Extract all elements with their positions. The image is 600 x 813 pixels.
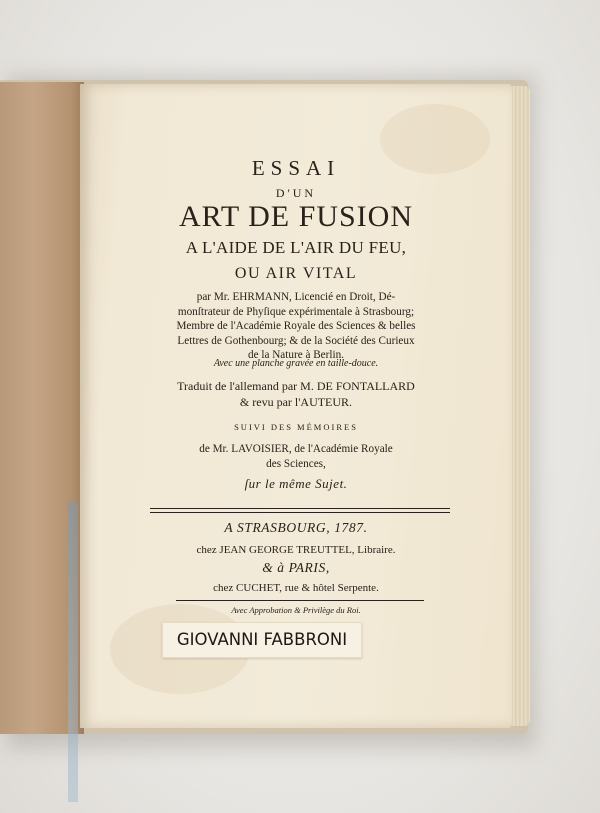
imprint-city-strasbourg: A STRASBOURG, 1787. <box>224 520 368 535</box>
double-rule <box>150 508 450 513</box>
suivi-heading: SUIVI DES MÉMOIRES <box>234 422 358 432</box>
lavoisier-credit <box>80 442 512 472</box>
sujet-line: ſur le même Sujet. <box>244 476 348 491</box>
imprint-city-paris: & à PARIS, <box>262 560 330 575</box>
lavoisier-line: de Mr. LAVOISIER, de l'Académie Royale <box>199 443 393 455</box>
author-line: Lettres de Gothenbourg; & de la Société des Curieux <box>177 334 415 347</box>
thin-rule <box>176 600 424 601</box>
title-essai: ESSAI <box>251 156 341 180</box>
translation-credit <box>80 378 512 410</box>
planche-note: Avec une planche gravée en taille-douce. <box>213 358 379 369</box>
lavoisier-line: des Sciences, <box>266 458 326 470</box>
imprint-publisher-cuchet: chez CUCHET, rue & hôtel Serpente. <box>213 582 379 594</box>
title-aide: A L'AIDE DE L'AIR DU FEU, <box>185 238 407 257</box>
approbation-line: Avec Approbation & Privilège du Roi. <box>231 605 361 615</box>
title-page <box>80 84 512 728</box>
author-line: Membre de l'Académie Royale des Sciences & belles <box>176 320 416 332</box>
title-art-de-fusion: ART DE FUSION <box>178 200 413 233</box>
title-dun: D'UN <box>275 186 317 200</box>
author-line: monſtrateur de Phyſique expérimentale à Strasbourg; <box>177 305 415 318</box>
book-spine <box>0 82 84 734</box>
author-credits <box>80 290 512 363</box>
author-line: par Mr. EHRMANN, Licencié en Droit, Dé- <box>196 291 396 303</box>
owner-name-label: GIOVANNI FABBRONI <box>162 622 362 658</box>
translation-line: Traduit de l'allemand par M. DE FONTALLARD <box>177 379 415 393</box>
title-air-vital: OU AIR VITAL <box>234 265 358 282</box>
translation-line: & revu par l'AUTEUR. <box>239 395 353 409</box>
author-line: de la Nature à Berlin. <box>248 349 344 361</box>
imprint-publisher-treuttel: chez JEAN GEORGE TREUTTEL, Libraire. <box>196 544 396 556</box>
